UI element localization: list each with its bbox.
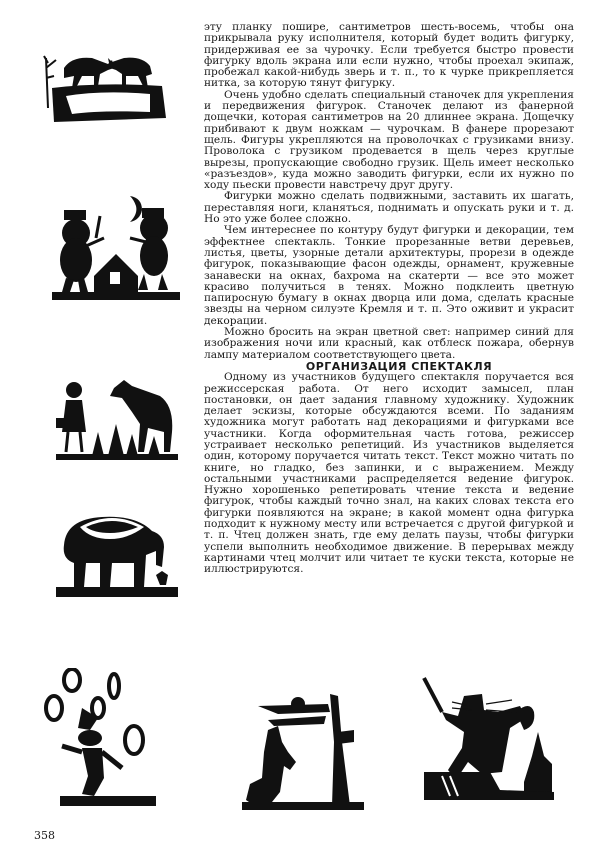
section-heading: ОРГАНИЗАЦИЯ СПЕКТАКЛЯ: [305, 359, 493, 373]
fox-crow-illustration: [238, 682, 368, 812]
paragraph: Можно бросить на экран цветной свет: например синий для изображения ночи или красный, как отблеск пожара, обернув лампу материалом соответствующего цвета.: [204, 326, 574, 361]
elephant-silhouette-icon: [52, 505, 182, 600]
goats-silhouette-icon: [42, 38, 172, 123]
paragraph: Чем интереснее по контуру будут фигурки и декорации, тем эффектнее спектакль. Тонкие прорезанные ветви деревьев, листья, цветы, узорные детали архитектуры, прорези в одежде фигурок, показывающие фасон одежды, орнамент, кружевные занавески на окнах, бахрома на скатерти — все это может красиво получиться в тенях. Можно подклеить цветную папиросную бумагу в окнах дворца или дома, сделать красные звезды на черном силуэте Кремля и т. п. Это оживит и украсит декорации.: [204, 224, 574, 327]
main-text-column: [204, 22, 574, 576]
musicians-illustration: [46, 188, 186, 303]
juggler-clown-illustration: [42, 668, 162, 808]
page-number: 358: [34, 829, 55, 842]
paragraph: Одному из участников будущего спектакля поручается вся режиссерская работа. От него исходит замысел, план постановки, он дает задания главному художнику. Художник делает эскизы, которые обсуждаются всеми. По заданиям художника могут работать над декорациями и фигурками все участники. Когда оформительная часть готова, режиссер устраивает несколько репетиций. Из участников выделяется один, которому поручается читать текст. Текст можно читать по книге, но гладко, без запинки, и с выражением. Между остальными участниками распределяется ведение фигурок. Нужно хорошенько репетировать чтение текста и ведение фигурок, чтобы каждый точно знал, на каких словах текста его фигурки появляются на экране; в какой момент одна фигурка подходит к нужному месту или встречается с другой фигуркой и т. п. Чтец должен знать, где ему делать паузы, чтобы фигурки успели выполнить необходимое движение. В перерывах между картинами чтец молчит или читает те куски текста, которые не иллюстрируются.: [204, 371, 574, 576]
fox-crow-silhouette-icon: [238, 682, 368, 812]
paragraph: эту планку пошире, сантиметров шесть-восемь, чтобы она прикрывала руку исполнителя, который будет водить фигурку, придерживая ее за чурочку. Если требуется быстро провести фигурку вдоль экрана или если нужно, чтобы проехал экипаж, пробежал какой-нибудь зверь и т. п., то к чурке прикрепляется нитка, за которую тянут фигурку.: [204, 21, 574, 90]
musicians-silhouette-icon: [46, 188, 186, 303]
paragraph: Очень удобно сделать специальный станочек для укрепления и передвижения фигурок. Станочек делают из фанерной дощечки, которая сантиметров на 20 длиннее экрана. Дощечку прибивают к двум ножкам — чурочкам. В фанере прорезают щель. Фигуры укрепляются на проволочках с грузиками внизу. Проволока с грузиком продевается в щель через круглые вырезы, пропускающие свободно грузик. Щель имеет несколько «разъездов», куда можно заводить фигурки, если их нужно по ходу пьески провести навстречу друг другу.: [204, 88, 574, 192]
riding-hood-silhouette-icon: [52, 372, 182, 462]
elephant-illustration: [52, 505, 182, 600]
paragraph: Фигурки можно сделать подвижными, заставить их шагать, переставляя ноги, кланяться, поднимать и опускать руки и т. д. Но это уже более сложно.: [204, 190, 574, 226]
cat-swordsman-silhouette-icon: [420, 672, 560, 802]
juggler-silhouette-icon: [42, 668, 162, 808]
goats-illustration: [42, 38, 172, 123]
red-riding-hood-illustration: [52, 372, 182, 462]
puss-in-boots-illustration: [420, 672, 560, 802]
